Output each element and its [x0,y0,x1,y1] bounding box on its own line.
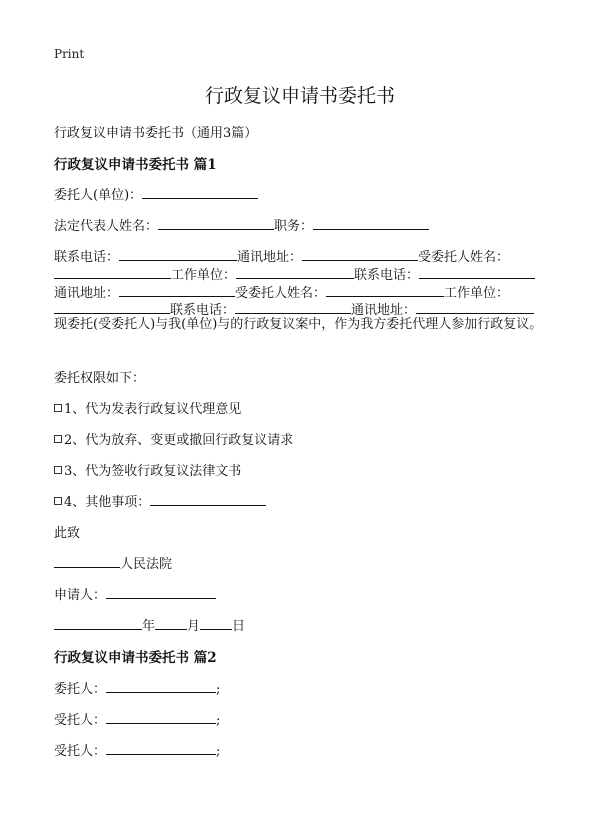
section-2-principal-line [54,678,220,697]
phone-blank [119,247,237,261]
court-blank [54,554,120,568]
authority-item-4 [54,491,266,510]
date-line [54,615,245,634]
authority-heading: 委托权限如下： [54,371,146,386]
address-label-2: 通讯地址： [54,286,120,301]
semicolon: ; [216,682,221,697]
other-matters-blank [150,492,266,506]
work-unit-label-2: 工作单位： [444,286,510,301]
court-label: 人民法院 [120,557,173,572]
checkbox-icon [54,404,62,412]
section-2-agent-2-line [54,740,220,759]
authority-item-1-label: 1、代为发表行政复议代理意见 [64,402,242,417]
section-2-agent-2-label: 受托人： [54,744,107,759]
contact-line-2 [54,264,535,283]
agent-name-blank-2 [326,283,444,297]
section-2-heading: 行政复议申请书委托书 篇2 [54,650,217,666]
year-label: 年 [142,619,156,634]
authority-item-3 [54,460,241,479]
authority-item-2-label: 2、代为放弃、变更或撤回行政复议请求 [64,433,294,448]
delegation-paragraph: 现委托(受委托人)与我(单位)与的行政复议案中，作为我方委托代理人参加行政复议。 [54,317,543,332]
month-label: 月 [187,619,201,634]
section-2-agent-2-blank [106,741,216,755]
address-label-3: 通讯地址： [351,303,417,318]
work-unit-blank [236,265,354,279]
document-subtitle: 行政复议申请书委托书（通用3篇） [54,126,258,141]
applicant-blank [106,585,216,599]
agent-name-label: 受委托人姓名： [418,250,510,265]
legal-rep-line [54,215,429,234]
day-blank [200,616,232,630]
principal-blank [142,185,258,199]
authority-item-4-label: 4、其他事项： [64,495,151,510]
checkbox-icon [54,497,62,505]
position-label: 职务： [274,219,314,234]
court-line [54,553,172,572]
section-2-principal-label: 委托人： [54,682,107,697]
phone-label-2: 联系电话： [354,268,420,283]
semicolon: ; [216,744,221,759]
checkbox-icon [54,466,62,474]
salutation: 此致 [54,526,81,541]
section-2-agent-1-line [54,709,220,728]
agent-name-blank [54,265,171,279]
print-link[interactable]: Print [54,47,85,61]
authority-item-1 [54,398,241,417]
principal-line [54,184,258,203]
address-label: 通讯地址： [237,250,303,265]
applicant-line [54,584,216,603]
phone-blank-2 [419,265,535,279]
address-blank [302,247,418,261]
month-blank [155,616,187,630]
legal-rep-label: 法定代表人姓名： [54,219,159,234]
applicant-label: 申请人： [54,588,107,603]
work-unit-label: 工作单位： [171,268,237,283]
year-blank [54,616,142,630]
checkbox-icon [54,435,62,443]
section-2-principal-blank [106,679,216,693]
contact-line-1 [54,246,509,265]
authority-item-3-label: 3、代为签收行政复议法律文书 [64,464,242,479]
authority-item-2 [54,429,293,448]
section-1-heading: 行政复议申请书委托书 篇1 [54,157,217,173]
phone-label-3: 联系电话： [170,303,236,318]
legal-rep-blank [158,216,274,230]
document-title: 行政复议申请书委托书 [204,85,395,107]
address-blank-3 [416,300,534,314]
semicolon: ; [216,713,221,728]
agent-name-label-2: 受委托人姓名： [235,286,327,301]
address-blank-2 [119,283,235,297]
phone-blank-3 [235,300,351,314]
section-2-agent-1-blank [106,710,216,724]
day-label: 日 [232,619,246,634]
principal-label: 委托人(单位)： [54,188,143,203]
section-2-agent-1-label: 受托人： [54,713,107,728]
phone-label: 联系电话： [54,250,120,265]
position-blank [313,216,429,230]
work-unit-blank-2 [54,300,170,314]
